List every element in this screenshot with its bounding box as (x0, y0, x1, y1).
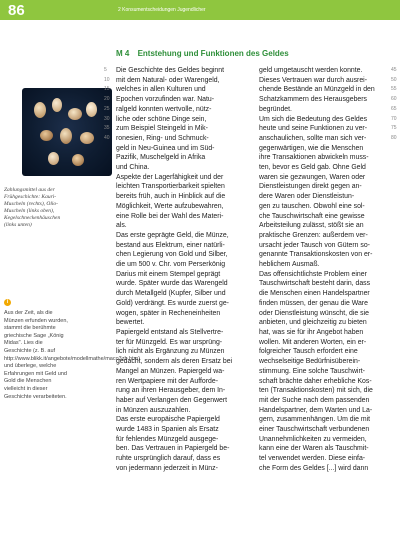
text-line: ihre Transaktionen abwickeln muss- (259, 154, 369, 162)
figure-caption: Zahlungsmittel aus der Frühgeschichte: Kauri-Muscheln (rechts), Olio-Muscheln (links oben), Kegelschneckenhäuschen (links unten) (4, 187, 61, 228)
text-line: leichten Transportierbarkeit spielten (116, 183, 225, 191)
text-line: die um 500 v. Chr. vom Perserkönig (116, 261, 226, 269)
text-line: gedacht, sondern als deren Ersatz bei (116, 358, 233, 366)
text-line: Das erste europäische Papiergeld (116, 416, 220, 424)
text-line: gern, zusammenhängen. Um die mit (259, 416, 371, 424)
text-line: geld in Neu-Guinea und im Süd- (116, 144, 215, 152)
text-line: ruhte ursprünglich darauf, dass es (116, 455, 221, 463)
text-line: Dienstleistungen direkt gegen an- (259, 183, 362, 191)
text-line: Unannehmlichkeiten zu vermeiden, (259, 435, 367, 443)
text-line: für fehlendes Münzgeld ausgege- (116, 435, 219, 443)
line-number: 75 (391, 125, 397, 132)
text-line: kann eine der Waren als Tauschmit- (259, 445, 369, 453)
shell-shape (68, 108, 82, 120)
text-line: welches in allen Kulturen und (116, 86, 206, 94)
text-line: folgreicher Tausch erfordert eine (259, 348, 358, 356)
text-line: durch Metallgeld (Kupfer, Silber und (116, 290, 226, 298)
line-number: 45 (391, 67, 397, 73)
line-number: 65 (391, 105, 397, 112)
text-line: Handelspartner, dem Warten und La- (259, 406, 373, 414)
info-icon: i (4, 299, 11, 306)
text-line: gen zu tauschen. Obwohl eine sol- (259, 202, 365, 210)
line-number: 10 (104, 76, 110, 83)
text-line: Dieses Vertrauen war durch ausrei- (259, 76, 368, 84)
text-line: che Tauschwirtschaft eine gewisse (259, 212, 365, 220)
text-column-2 (259, 66, 387, 474)
text-line: wurde 1483 in Spanien als Ersatz (116, 426, 219, 434)
line-number: 80 (391, 134, 397, 141)
line-numbers-col2 (391, 66, 397, 144)
text-line: Arbeitsteilung zulässt, stößt sie an (259, 222, 364, 230)
section-heading (116, 49, 289, 58)
text-line: von jedermann jederzeit in Münz- (116, 464, 218, 472)
text-line: und China. (116, 164, 150, 172)
running-head: 2 Konsumentscheidungen Jugendlicher (118, 7, 206, 13)
line-number: 55 (391, 86, 397, 93)
shell-money-photo (22, 88, 112, 176)
text-line: che Form des Geldes [...] wird dann (259, 464, 369, 472)
text-line: heute und seine Funktionen zu ver- (259, 125, 368, 133)
page-number: 86 (8, 2, 25, 19)
text-line: in Münzen auszuzahlen. (116, 406, 191, 414)
text-line: heblichem Ausmaß. (259, 261, 320, 269)
text-line: ten (Transaktionskosten) mit sich, die (259, 387, 373, 395)
text-line: liche oder schöne Dinge sein, (116, 115, 207, 123)
line-number: 70 (391, 115, 397, 122)
text-line: stimmung. Eine solche Tauschwirt- (259, 367, 365, 375)
text-line: geld umgetauscht werden konnte. (259, 67, 363, 74)
section-number: M 4 (116, 49, 130, 58)
text-line: bereits früh, auch in Hinblick auf die (116, 193, 226, 201)
text-line: Pazifik, Muschelgeld in Afrika (116, 154, 206, 162)
text-column-1 (116, 66, 250, 474)
text-line: Um sich die Bedeutung des Geldes (259, 115, 368, 123)
text-line: tel verwendet werden. Diese einfa- (259, 455, 366, 463)
shell-shape (52, 98, 62, 112)
shell-shape (80, 132, 94, 144)
text-line: Das offensichtlichste Problem einer (259, 270, 367, 278)
text-line: Papiergeld entstand als Stellvertre- (116, 328, 224, 336)
text-line: finden müssen, der genau die Ware (259, 299, 368, 307)
text-line: Epochen vorzufinden war. Natu- (116, 96, 215, 104)
text-line: dere Waren oder Dienstleistun- (259, 193, 355, 201)
text-line: Das erste geprägte Geld, die Münze, (116, 231, 229, 239)
text-line: Die Geschichte des Geldes beginnt (116, 67, 225, 74)
line-number: 35 (104, 125, 110, 132)
text-line: wogen, später in Recheneinheiten (116, 309, 221, 317)
text-line: gegenwärtigen, wie die Menschen (259, 144, 364, 152)
text-line: zum Beispiel Steingeld in Mik- (116, 125, 208, 133)
text-line: die Menschen einen Handelspartner (259, 290, 370, 298)
text-line: waren sie gezwungen, Waren oder (259, 173, 366, 181)
text-line: wurde. Später wurde das Warengeld (116, 280, 228, 288)
text-line: ronesien, Ring- und Schmuck- (116, 134, 209, 142)
text-line: haber auf Verlangen den Gegenwert (116, 396, 228, 404)
shell-shape (86, 102, 97, 117)
text-line: wechselseitige Bedürfnisüberein- (259, 358, 361, 366)
text-line: hat, was sie für ihr Angebot haben (259, 328, 364, 336)
line-number: 20 (104, 96, 110, 103)
text-line: rung an ihren Herausgeber, dem In- (116, 387, 226, 395)
text-line: Darius mit einem Stempel geprägt (116, 270, 221, 278)
text-line: eine Rolle bei der Wahl des Materi- (116, 212, 224, 220)
text-line: ben. Das Vertrauen in Papiergeld be- (116, 445, 230, 453)
line-number: 60 (391, 96, 397, 103)
line-number: 50 (391, 76, 397, 83)
text-line: wollen. Mit anderen Worten, ein er- (259, 338, 367, 346)
line-number: 30 (104, 115, 110, 122)
shell-shape (72, 154, 84, 166)
shell-shape (40, 130, 53, 141)
text-line: Mangel an Münzen. Papiergeld wa- (116, 367, 225, 375)
shell-shape (60, 128, 72, 144)
header-bar (0, 0, 400, 20)
text-line: schaft brächte daher erhebliche Kos- (259, 377, 372, 385)
text-line: Möglichkeit, Werte aufzubewahren, (116, 202, 224, 210)
text-line: chende Bestände an Münzgeld in den (259, 86, 375, 94)
line-number: 5 (104, 67, 107, 73)
text-line: chen Legierung von Gold und Silber, (116, 251, 228, 259)
text-line: bewertet. (116, 319, 145, 327)
text-line: Tauschwirtschaft besteht darin, dass (259, 280, 371, 288)
text-line: anbieten, und gleichzeitig zu bieten (259, 319, 367, 327)
line-number: 40 (104, 134, 110, 141)
text-line: lich nicht als Ergänzung zu Münzen (116, 348, 225, 356)
text-line: mit dem Natural- oder Warengeld, (116, 76, 220, 84)
hint-text: Aus der Zeit, als die Münzen erfunden wurden, stammt die berühmte griechische Sage „König Midas". Lies die Geschichte (z. B. auf http://www.blikk.it/angebote/modellmathe/maco3zb.htm) und überlege, welche Erfahrungen mit Geld und Gold die Menschen vielleicht in dieser Geschichte verarbeiteten. (4, 310, 141, 400)
text-line: ursacht jeder Tausch von Gütern so- (259, 241, 370, 249)
shell-shape (48, 152, 59, 165)
text-line: praktische Grenzen: außerdem ver- (259, 231, 368, 239)
text-line: Aspekte der Lagerfähigkeit und der (116, 173, 224, 181)
text-line: oder Dienstleistung wünscht, die sie (259, 309, 369, 317)
text-line: Gold) verdrängt. Es wurde zuerst ge- (116, 299, 229, 307)
line-number: 15 (104, 86, 110, 93)
text-line: einer Tauschwirtschaft verbundenen (259, 426, 370, 434)
text-line: als. (116, 222, 127, 230)
text-line: anschaulichen, sollte man sich ver- (259, 134, 367, 142)
text-line: bestand aus Elektrum, einer natürli- (116, 241, 225, 249)
text-line: begründet. (259, 105, 292, 113)
section-title: Entstehung und Funktionen des Geldes (137, 49, 289, 58)
text-line: ralgeld konnten wertvolle, nütz- (116, 105, 212, 113)
text-line: Schatzkammern des Herausgebers (259, 96, 368, 104)
shell-shape (34, 102, 46, 118)
text-line: ren Wertpapiere mit der Aufforde- (116, 377, 219, 385)
line-numbers-col1 (104, 66, 110, 144)
text-line: ter für Münzgeld. Es war ursprüng- (116, 338, 223, 346)
line-number: 25 (104, 105, 110, 112)
text-line: ten, bevor es Geld gab. Ohne Geld (259, 164, 366, 172)
text-line: mit der Suche nach dem passenden (259, 396, 370, 404)
text-line: genannte Transaktionskosten von er- (259, 251, 373, 259)
